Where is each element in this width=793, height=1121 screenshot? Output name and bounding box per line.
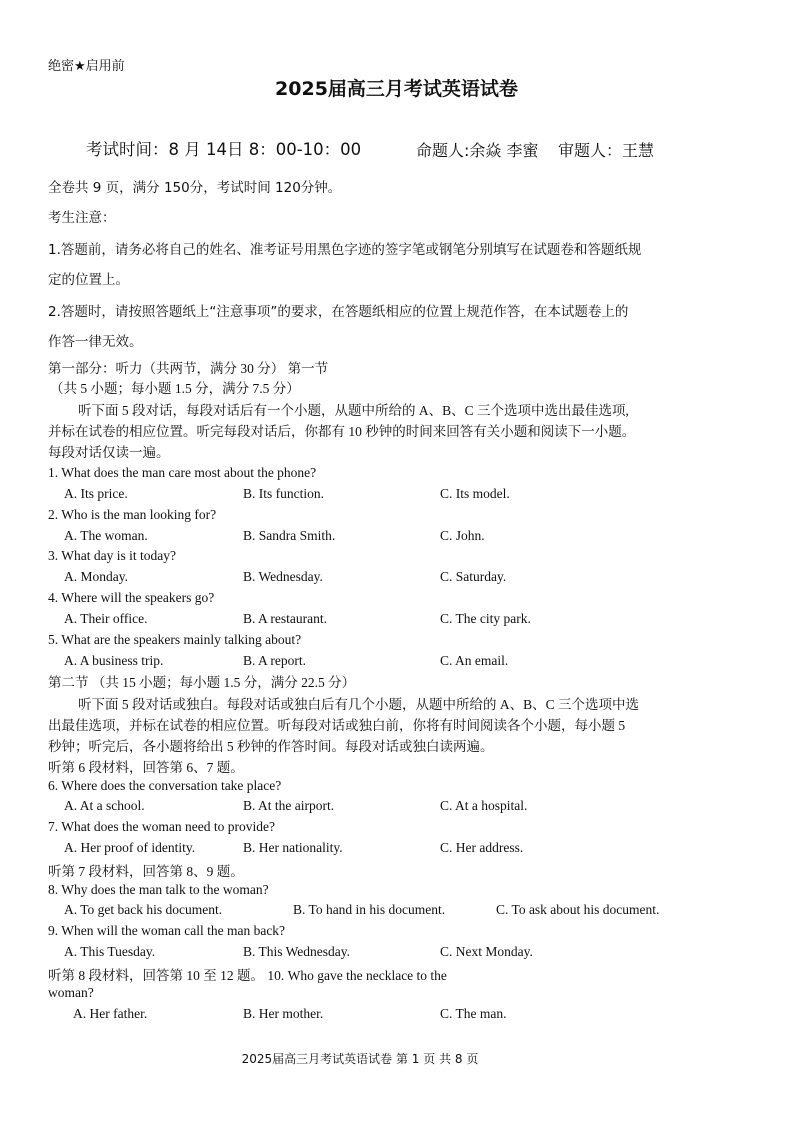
question-3: 3. What day is it today?: [48, 548, 176, 563]
section2-instruction-line-1: 听下面 5 段对话或独白。每段对话或独白后有几个小题，从题中所给的 A、B、C 三个选项中选: [78, 697, 640, 712]
section2-instruction-line-3: 秒钟；听完后，各小题将给出 5 秒钟的作答时间。每段对话或独白读两遍。: [48, 739, 494, 754]
question-2: 2. Who is the man looking for?: [48, 507, 217, 522]
question-5: 5. What are the speakers mainly talking about?: [48, 632, 302, 647]
question-8-option-a: A. To get back his document.: [64, 902, 223, 917]
question-8-option-b: B. To hand in his document.: [293, 902, 446, 917]
part1-instruction-line-2: 并标在试卷的相应位置。听完每段对话后，你都有 10 秒钟的时间来回答有关小题和阅读下一小题。: [48, 424, 636, 439]
part1-subheading: （共 5 小题；每小题 1.5 分，满分 7.5 分）: [50, 381, 300, 396]
notice-1-line-1: 1.答题前，请务必将自己的姓名、准考证号用黑色字迹的签字笔或钢笔分别填写在试题卷和答题纸规: [48, 242, 642, 258]
question-7-option-c: C. Her address.: [440, 840, 524, 855]
section2-heading: 第二节 （共 15 小题；每小题 1.5 分，满分 22.5 分）: [48, 675, 356, 690]
question-7-option-a: A. Her proof of identity.: [64, 840, 196, 855]
question-2-option-a: A. The woman.: [64, 528, 148, 543]
notice-2-line-1: 2.答题时，请按照答题纸上“注意事项”的要求，在答题纸相应的位置上规范作答，在本试题卷上的: [48, 304, 629, 320]
question-5-option-c: C. An email.: [440, 653, 509, 668]
notice-title: 考生注意：: [48, 210, 116, 226]
question-4-option-b: B. A restaurant.: [243, 611, 327, 626]
question-8-option-c: C. To ask about his document.: [496, 902, 660, 917]
material-8-heading: 听第 8 段材料，回答第 10 至 12 题。 10. Who gave the necklace to the: [48, 968, 447, 983]
question-1-option-c: C. Its model.: [440, 486, 510, 501]
reviewer: 审题人：王慧: [558, 141, 655, 160]
question-6-option-c: C. At a hospital.: [440, 798, 528, 813]
question-1: 1. What does the man care most about the phone?: [48, 465, 317, 480]
question-5-option-a: A. A business trip.: [64, 653, 164, 668]
question-9-option-c: C. Next Monday.: [440, 944, 533, 959]
question-3-option-b: B. Wednesday.: [243, 569, 323, 584]
question-9-option-b: B. This Wednesday.: [243, 944, 351, 959]
question-2-option-c: C. John.: [440, 528, 485, 543]
question-6-option-a: A. At a school.: [64, 798, 145, 813]
question-6: 6. Where does the conversation take place?: [48, 778, 282, 793]
question-2-option-b: B. Sandra Smith.: [243, 528, 336, 543]
question-8: 8. Why does the man talk to the woman?: [48, 882, 269, 897]
question-4-option-a: A. Their office.: [64, 611, 148, 626]
notice-1-line-2: 定的位置上。: [48, 272, 129, 288]
question-4: 4. Where will the speakers go?: [48, 590, 215, 605]
notice-2-line-2: 作答一律无效。: [48, 334, 143, 350]
question-10-option-b: B. Her mother.: [243, 1006, 324, 1021]
page-footer: 2025届高三月考试英语试卷 第 1 页 共 8 页: [241, 1052, 479, 1066]
question-10-option-a: A. Her father.: [73, 1006, 148, 1021]
part1-instruction-line-1: 听下面 5 段对话，每段对话后有一个小题，从题中所给的 A、B、C 三个选项中选出最佳选项,: [78, 403, 629, 418]
question-7-option-b: B. Her nationality.: [243, 840, 343, 855]
exam-summary: 全卷共 9 页，满分 150分，考试时间 120分钟。: [48, 180, 342, 196]
part1-heading: 第一部分：听力（共两节，满分 30 分） 第一节: [48, 361, 329, 376]
exam-time: 考试时间：8 月 14日 8：00-10：00: [86, 140, 362, 159]
question-9-option-a: A. This Tuesday.: [64, 944, 156, 959]
section2-instruction-line-2: 出最佳选项，并标在试卷的相应位置。听每段对话或独白前，你将有时间阅读各个小题，每小题 5: [48, 718, 626, 733]
question-5-option-b: B. A report.: [243, 653, 306, 668]
question-1-option-b: B. Its function.: [243, 486, 324, 501]
setters: 命题人:余焱 李蜜: [416, 141, 539, 160]
question-1-option-a: A. Its price.: [64, 486, 128, 501]
question-6-option-b: B. At the airport.: [243, 798, 335, 813]
confidential-mark: 绝密★启用前: [48, 59, 125, 74]
page-title: 2025届高三月考试英语试卷: [275, 78, 518, 100]
question-10-option-c: C. The man.: [440, 1006, 507, 1021]
question-10-continued: woman?: [48, 985, 94, 1000]
material-7-heading: 听第 7 段材料，回答第 8、9 题。: [48, 864, 244, 879]
question-9: 9. When will the woman call the man back?: [48, 923, 286, 938]
material-6-heading: 听第 6 段材料，回答第 6、7 题。: [48, 760, 244, 775]
part1-instruction-line-3: 每段对话仅读一遍。: [48, 445, 170, 460]
question-3-option-a: A. Monday.: [64, 569, 128, 584]
question-7: 7. What does the woman need to provide?: [48, 819, 275, 834]
question-4-option-c: C. The city park.: [440, 611, 531, 626]
question-3-option-c: C. Saturday.: [440, 569, 507, 584]
